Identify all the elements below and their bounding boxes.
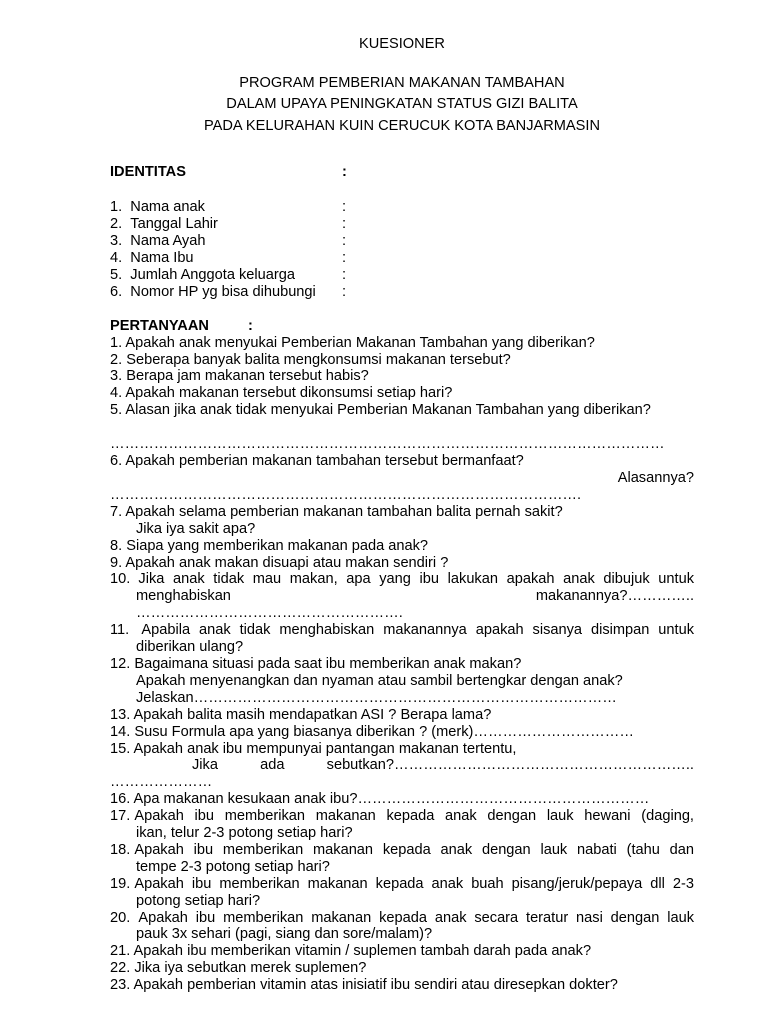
identitas-item: 1. Nama anak : xyxy=(110,199,347,216)
question-2: 2. Seberapa banyak balita mengkonsumsi makanan tersebut? xyxy=(110,351,511,368)
identitas-item: 3. Nama Ayah : xyxy=(110,233,347,250)
answer-dots-6: ……………………………………………………………………………………. xyxy=(110,486,582,503)
question-16: 16. Apa makanan kesukaan anak ibu?…………………………………………………… xyxy=(110,791,650,808)
question-14: 14. Susu Formula apa yang biasanya diberikan ? (merk)…………………………… xyxy=(110,723,634,740)
question-12: 12. Bagaimana situasi pada saat ibu memberikan anak makan? xyxy=(110,655,522,672)
question-11-line-2: diberikan ulang? xyxy=(136,639,244,656)
identitas-label: IDENTITAS xyxy=(110,164,186,181)
pertanyaan-heading xyxy=(110,318,694,335)
question-20-line-2: pauk 3x sehari (pagi, siang dan sore/malam)? xyxy=(136,926,433,943)
question-3: 3. Berapa jam makanan tersebut habis? xyxy=(110,368,369,385)
answer-dots-10: ………………………………………………. xyxy=(136,605,403,622)
question-12-explain: Jelaskan…………………………………………………………………………… xyxy=(136,689,617,706)
question-22: 22. Jika iya sebutkan merek suplemen? xyxy=(110,960,367,977)
question-18: 18. Apakah ibu memberikan makanan kepada anak dengan lauk nabati (tahu dan xyxy=(110,841,694,858)
question-1: 1. Apakah anak menyukai Pemberian Makanan Tambahan yang diberikan? xyxy=(110,334,595,351)
question-10-line-2: menghabiskan makanannya?………….. xyxy=(136,588,694,605)
identitas-item: 5. Jumlah Anggota keluarga : xyxy=(110,266,347,283)
question-8: 8. Siapa yang memberikan makanan pada anak? xyxy=(110,537,429,554)
question-21: 21. Apakah ibu memberikan vitamin / suplemen tambah darah pada anak? xyxy=(110,943,592,960)
question-20: 20. Apakah ibu memberikan makanan kepada anak secara teratur nasi dengan lauk xyxy=(110,909,694,926)
questionnaire-page xyxy=(110,36,694,994)
question-13: 13. Apakah balita masih mendapatkan ASI ? Berapa lama? xyxy=(110,706,492,723)
question-9: 9. Apakah anak makan disuapi atau makan sendiri ? xyxy=(110,554,449,571)
identitas-item: 2. Tanggal Lahir : xyxy=(110,216,347,233)
identitas-item: 4. Nama Ibu : xyxy=(110,250,347,267)
pertanyaan-colon: : xyxy=(248,317,253,334)
question-15-line-2: Jika ada sebutkan?…………………………………………………….. xyxy=(192,757,694,774)
identitas-item: 6. Nomor HP yg bisa dihubungi : xyxy=(110,283,347,300)
answer-dots-15: ………………… xyxy=(110,774,213,791)
question-6: 6. Apakah pemberian makanan tambahan tersebut bermanfaat? xyxy=(110,453,524,470)
question-7-followup: Jika iya sakit apa? xyxy=(136,520,256,537)
question-19: 19. Apakah ibu memberikan makanan kepada anak buah pisang/jeruk/pepaya dll 2-3 xyxy=(110,875,694,892)
question-11: 11. Apabila anak tidak menghabiskan makanannya apakah sisanya disimpan untuk xyxy=(110,622,694,639)
question-5: 5. Alasan jika anak tidak menyukai Pemberian Makanan Tambahan yang diberikan? xyxy=(110,402,651,419)
question-10: 10. Jika anak tidak mau makan, apa yang ibu lakukan apakah anak dibujuk untuk xyxy=(110,571,694,588)
document-subtitle-2: DALAM UPAYA PENINGKATAN STATUS GIZI BALITA xyxy=(226,96,578,113)
question-7: 7. Apakah selama pemberian makanan tambahan balita pernah sakit? xyxy=(110,503,563,520)
identitas-colon: : xyxy=(342,164,347,181)
question-17-line-2: ikan, telur 2-3 potong setiap hari? xyxy=(136,825,353,842)
question-19-line-2: potong setiap hari? xyxy=(136,892,261,909)
identitas-heading xyxy=(110,164,694,181)
pertanyaan-label: PERTANYAAN xyxy=(110,317,209,334)
question-23: 23. Apakah pemberian vitamin atas inisiatif ibu sendiri atau diresepkan dokter? xyxy=(110,977,618,994)
document-subtitle-1: PROGRAM PEMBERIAN MAKANAN TAMBAHAN xyxy=(239,74,565,91)
identitas-list xyxy=(110,199,694,300)
question-6-reason: Alasannya? xyxy=(617,470,694,486)
question-list xyxy=(110,335,694,994)
question-17: 17. Apakah ibu memberikan makanan kepada anak dengan lauk hewani (daging, xyxy=(110,808,694,825)
question-15: 15. Apakah anak ibu mempunyai pantangan makanan tertentu, xyxy=(110,740,517,757)
question-12-line-2: Apakah menyenangkan dan nyaman atau sambil bertengkar dengan anak? xyxy=(136,672,623,689)
question-18-line-2: tempe 2-3 potong setiap hari? xyxy=(136,858,330,875)
question-4: 4. Apakah makanan tersebut dikonsumsi setiap hari? xyxy=(110,385,453,402)
answer-dots-5: …………………………………………………………………………………………………… xyxy=(110,436,665,453)
document-title: KUESIONER xyxy=(359,36,445,52)
document-subtitle-3: PADA KELURAHAN KUIN CERUCUK KOTA BANJARMASIN xyxy=(203,117,600,134)
